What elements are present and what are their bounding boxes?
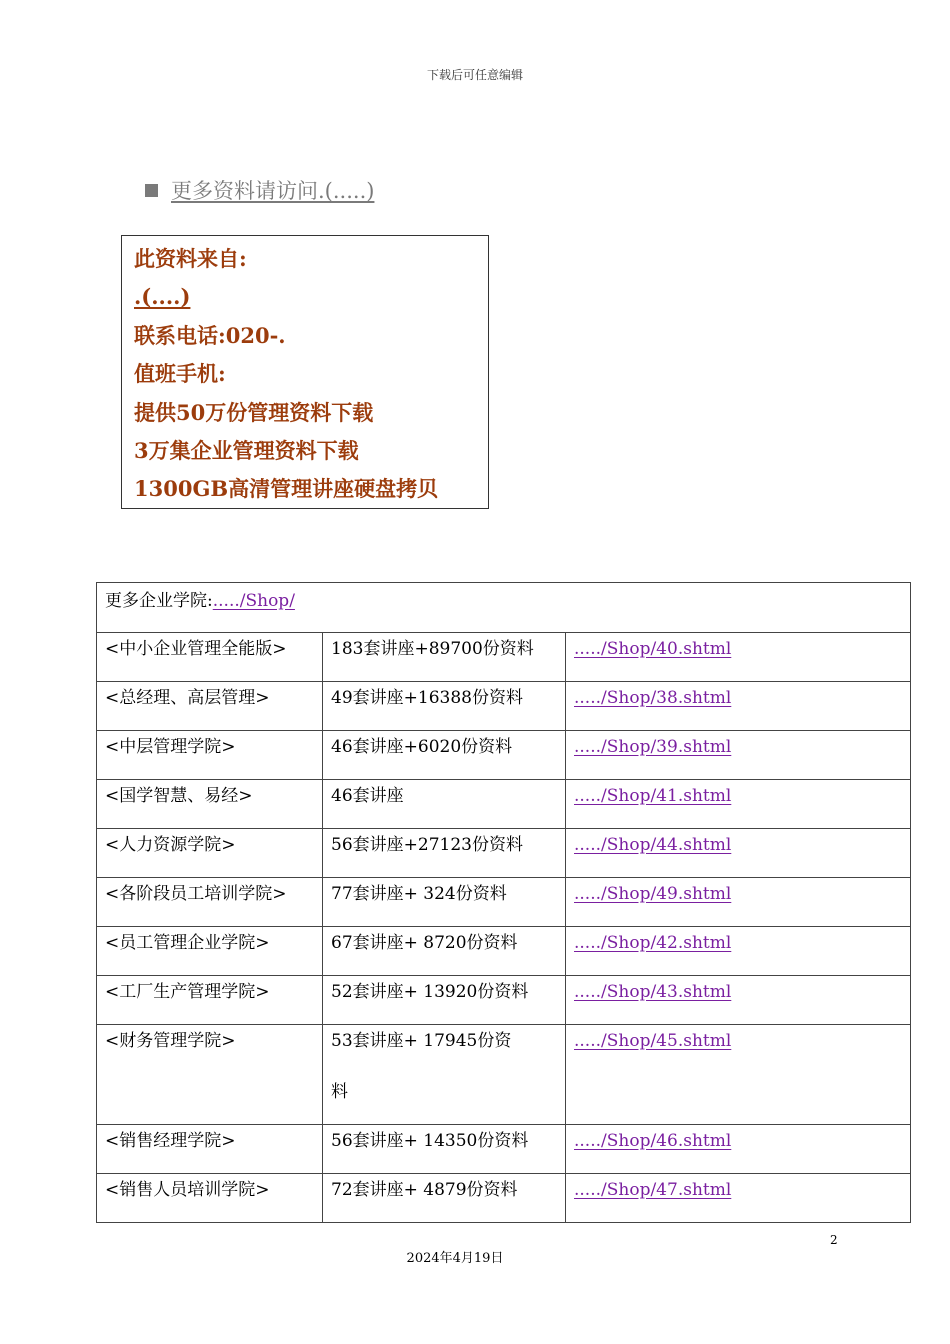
more-resources-text[interactable]: 更多资料请访问.(.....) bbox=[171, 179, 375, 203]
academy-desc: 67套讲座+ 8720份资料 bbox=[323, 927, 566, 976]
academy-link[interactable]: ...../Shop/40.shtml bbox=[574, 639, 732, 659]
table-row bbox=[97, 1174, 911, 1223]
academy-link[interactable]: ...../Shop/41.shtml bbox=[574, 786, 732, 806]
info-line-phone: 联系电话:020-. bbox=[134, 322, 286, 348]
academy-name: <国学智慧、易经> bbox=[97, 780, 323, 829]
table-header-label: 更多企业学院: bbox=[105, 591, 213, 611]
academy-desc: 56套讲座+ 14350份资料 bbox=[323, 1125, 566, 1174]
academy-desc: 46套讲座+6020份资料 bbox=[323, 731, 566, 780]
square-bullet-icon bbox=[145, 184, 158, 197]
table-row bbox=[97, 633, 911, 682]
table-row bbox=[97, 829, 911, 878]
info-line-offer-3: 1300GB高清管理讲座硬盘拷贝 bbox=[134, 476, 439, 502]
academy-link[interactable]: ...../Shop/47.shtml bbox=[574, 1180, 732, 1200]
shop-link[interactable]: ...../Shop/ bbox=[212, 591, 295, 611]
academy-name: <工厂生产管理学院> bbox=[97, 976, 323, 1025]
academy-name: <总经理、高层管理> bbox=[97, 682, 323, 731]
info-line-offer-1: 提供50万份管理资料下载 bbox=[134, 399, 374, 425]
table-row bbox=[97, 927, 911, 976]
info-line-source: 此资料来自: bbox=[134, 246, 247, 271]
page-number: 2 bbox=[830, 1233, 838, 1247]
page-footer-date: 2024年4月19日 bbox=[406, 1251, 504, 1266]
more-resources-link[interactable] bbox=[145, 175, 374, 205]
table-row bbox=[97, 878, 911, 927]
academy-desc: 77套讲座+ 324份资料 bbox=[323, 878, 566, 927]
academy-desc: 46套讲座 bbox=[323, 780, 566, 829]
table-row bbox=[97, 1025, 911, 1125]
academy-link[interactable]: ...../Shop/44.shtml bbox=[574, 835, 732, 855]
academy-name: <销售人员培训学院> bbox=[97, 1174, 323, 1223]
table-row bbox=[97, 1125, 911, 1174]
academy-link[interactable]: ...../Shop/42.shtml bbox=[574, 933, 732, 953]
table-row bbox=[97, 731, 911, 780]
academy-name: <各阶段员工培训学院> bbox=[97, 878, 323, 927]
academy-link[interactable]: ...../Shop/46.shtml bbox=[574, 1131, 732, 1151]
academy-link[interactable]: ...../Shop/38.shtml bbox=[574, 688, 732, 708]
academy-desc: 53套讲座+ 17945份资料 bbox=[331, 1031, 512, 1102]
academy-name: <人力资源学院> bbox=[97, 829, 323, 878]
academy-name: <销售经理学院> bbox=[97, 1125, 323, 1174]
info-line-url[interactable]: .(....) bbox=[134, 284, 191, 310]
info-line-offer-2: 3万集企业管理资料下载 bbox=[134, 438, 359, 464]
table-row bbox=[97, 682, 911, 731]
academy-link[interactable]: ...../Shop/39.shtml bbox=[574, 737, 732, 757]
academy-desc: 56套讲座+27123份资料 bbox=[323, 829, 566, 878]
info-box bbox=[121, 235, 489, 509]
page-header: 下载后可任意编辑 bbox=[426, 68, 523, 82]
academy-desc: 72套讲座+ 4879份资料 bbox=[323, 1174, 566, 1223]
academy-desc: 183套讲座+89700份资料 bbox=[323, 633, 566, 682]
academy-name: <员工管理企业学院> bbox=[97, 927, 323, 976]
academy-name: <中小企业管理全能版> bbox=[97, 633, 323, 682]
info-line-mobile: 值班手机: bbox=[134, 361, 226, 387]
academy-table bbox=[96, 582, 911, 1223]
academy-desc: 49套讲座+16388份资料 bbox=[323, 682, 566, 731]
academy-link[interactable]: ...../Shop/49.shtml bbox=[574, 884, 732, 904]
table-header-row bbox=[97, 583, 911, 633]
table-header-cell bbox=[97, 583, 911, 633]
academy-desc: 52套讲座+ 13920份资料 bbox=[323, 976, 566, 1025]
table-row bbox=[97, 780, 911, 829]
academy-link[interactable]: ...../Shop/43.shtml bbox=[574, 982, 732, 1002]
academy-name: <中层管理学院> bbox=[97, 731, 323, 780]
academy-name: <财务管理学院> bbox=[97, 1025, 323, 1125]
academy-link[interactable]: ...../Shop/45.shtml bbox=[574, 1031, 732, 1051]
